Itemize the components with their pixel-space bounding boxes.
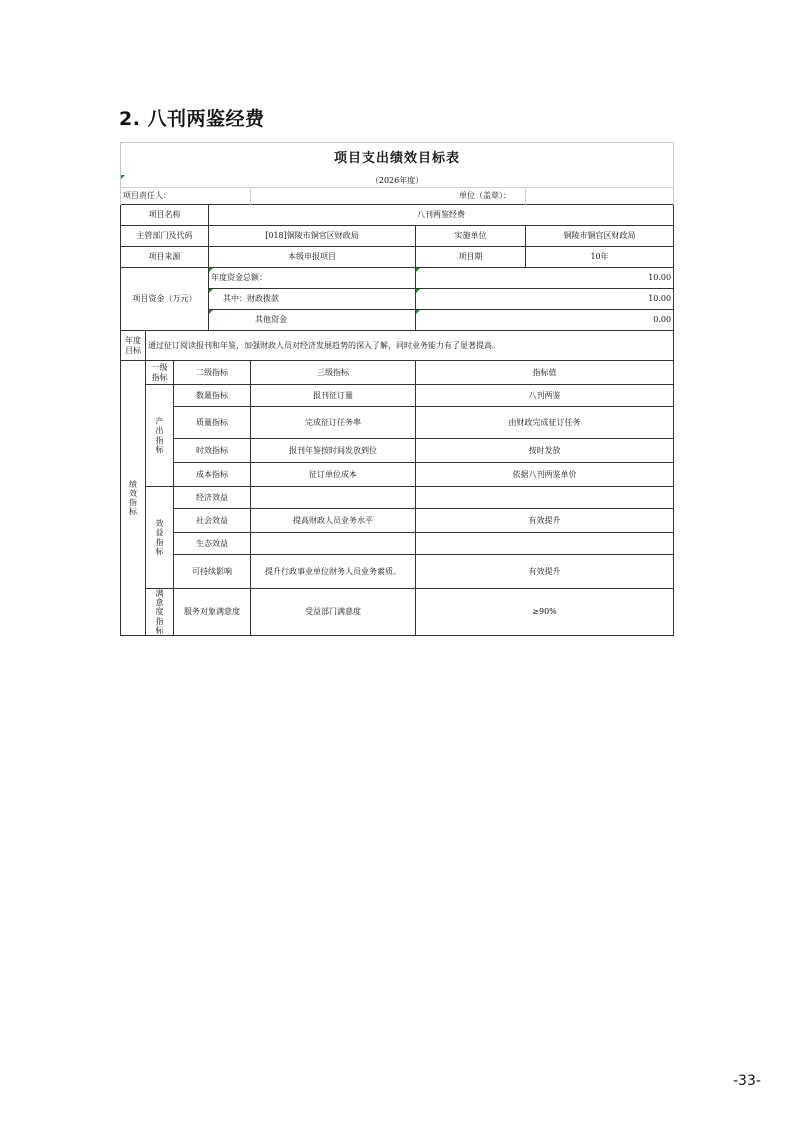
indicator-value-cell: 由财政完成征订任务	[416, 407, 674, 439]
annual-goal-text: 通过征订阅读报刊和年鉴，加强财政人员对经济发展趋势的深入了解，同时业务能力有了显著提高。	[146, 331, 674, 361]
funds-label: 项目资金（万元）	[121, 268, 209, 331]
impl-unit-label: 实施单位	[416, 226, 526, 247]
impl-unit-value: 铜陵市铜官区财政局	[526, 226, 674, 247]
level2-cell: 时效指标	[174, 439, 251, 463]
dept-value: [018]铜陵市铜官区财政局	[209, 226, 416, 247]
indicator-value-cell	[416, 487, 674, 509]
indicator-value-header: 指标值	[416, 361, 674, 385]
benefit-indicator-label: 效益指标	[146, 487, 174, 589]
level2-header: 二级指标	[174, 361, 251, 385]
level3-cell: 提高财政人员业务水平	[251, 509, 416, 533]
responsible-person-label: 项目责任人：	[121, 188, 251, 205]
page-number: -33-	[733, 1073, 761, 1089]
indicator-value-cell: 按时发放	[416, 439, 674, 463]
dept-label: 主管部门及代码	[121, 226, 209, 247]
level2-cell: 服务对象满意度	[174, 589, 251, 636]
level3-cell: 完成征订任务率	[251, 407, 416, 439]
period-label: 项目期	[416, 247, 526, 268]
satisfaction-indicator-label: 满意度指标	[146, 589, 174, 636]
indicator-value-cell: 有效提升	[416, 555, 674, 589]
form-title: 项目支出绩效目标表	[121, 143, 674, 176]
level3-cell: 报刊年鉴按时间发放到位	[251, 439, 416, 463]
level3-header: 三级指标	[251, 361, 416, 385]
level2-cell: 生态效益	[174, 533, 251, 555]
indicator-value-cell: 依据八刊两鉴单价	[416, 463, 674, 487]
level2-cell: 数量指标	[174, 385, 251, 407]
level3-cell: 报刊征订量	[251, 385, 416, 407]
level2-cell: 经济效益	[174, 487, 251, 509]
funds-total-label: 年度资金总额：	[209, 268, 416, 289]
funds-fiscal-value: 10.00	[416, 289, 674, 310]
funds-fiscal-label: 其中：财政拨款	[209, 289, 416, 310]
level3-cell	[251, 533, 416, 555]
form-year: （2026年度）	[121, 175, 674, 188]
indicator-value-cell: 有效提升	[416, 509, 674, 533]
level1-header: 一级指标	[146, 361, 174, 385]
level2-cell: 成本指标	[174, 463, 251, 487]
indicator-value-cell: 八刊两鉴	[416, 385, 674, 407]
project-name-value: 八刊两鉴经费	[209, 205, 674, 226]
source-value: 本级申报项目	[209, 247, 416, 268]
section-heading: 2. 八刊两鉴经费	[119, 108, 265, 130]
perf-indicator-label: 绩效指标	[121, 361, 146, 636]
source-label: 项目来源	[121, 247, 209, 268]
level3-cell: 征订单位成本	[251, 463, 416, 487]
level2-cell: 质量指标	[174, 407, 251, 439]
indicator-value-cell	[416, 533, 674, 555]
annual-goal-label: 年度目标	[121, 331, 146, 361]
output-indicator-label: 产出指标	[146, 385, 174, 487]
indicator-value-cell: ≥90%	[416, 589, 674, 636]
period-value: 10年	[526, 247, 674, 268]
level2-cell: 社会效益	[174, 509, 251, 533]
funds-total-value: 10.00	[416, 268, 674, 289]
level3-cell: 提升行政事业单位财务人员业务素质。	[251, 555, 416, 589]
funds-other-value: 0.00	[416, 310, 674, 331]
level2-cell: 可持续影响	[174, 555, 251, 589]
level3-cell: 受益部门满意度	[251, 589, 416, 636]
unit-seal-label: 单位（盖章）：	[251, 188, 526, 205]
unit-seal-value	[526, 188, 674, 205]
performance-target-table	[120, 142, 674, 636]
level3-cell	[251, 487, 416, 509]
funds-other-label: 其他资金	[209, 310, 416, 331]
project-name-label: 项目名称	[121, 205, 209, 226]
